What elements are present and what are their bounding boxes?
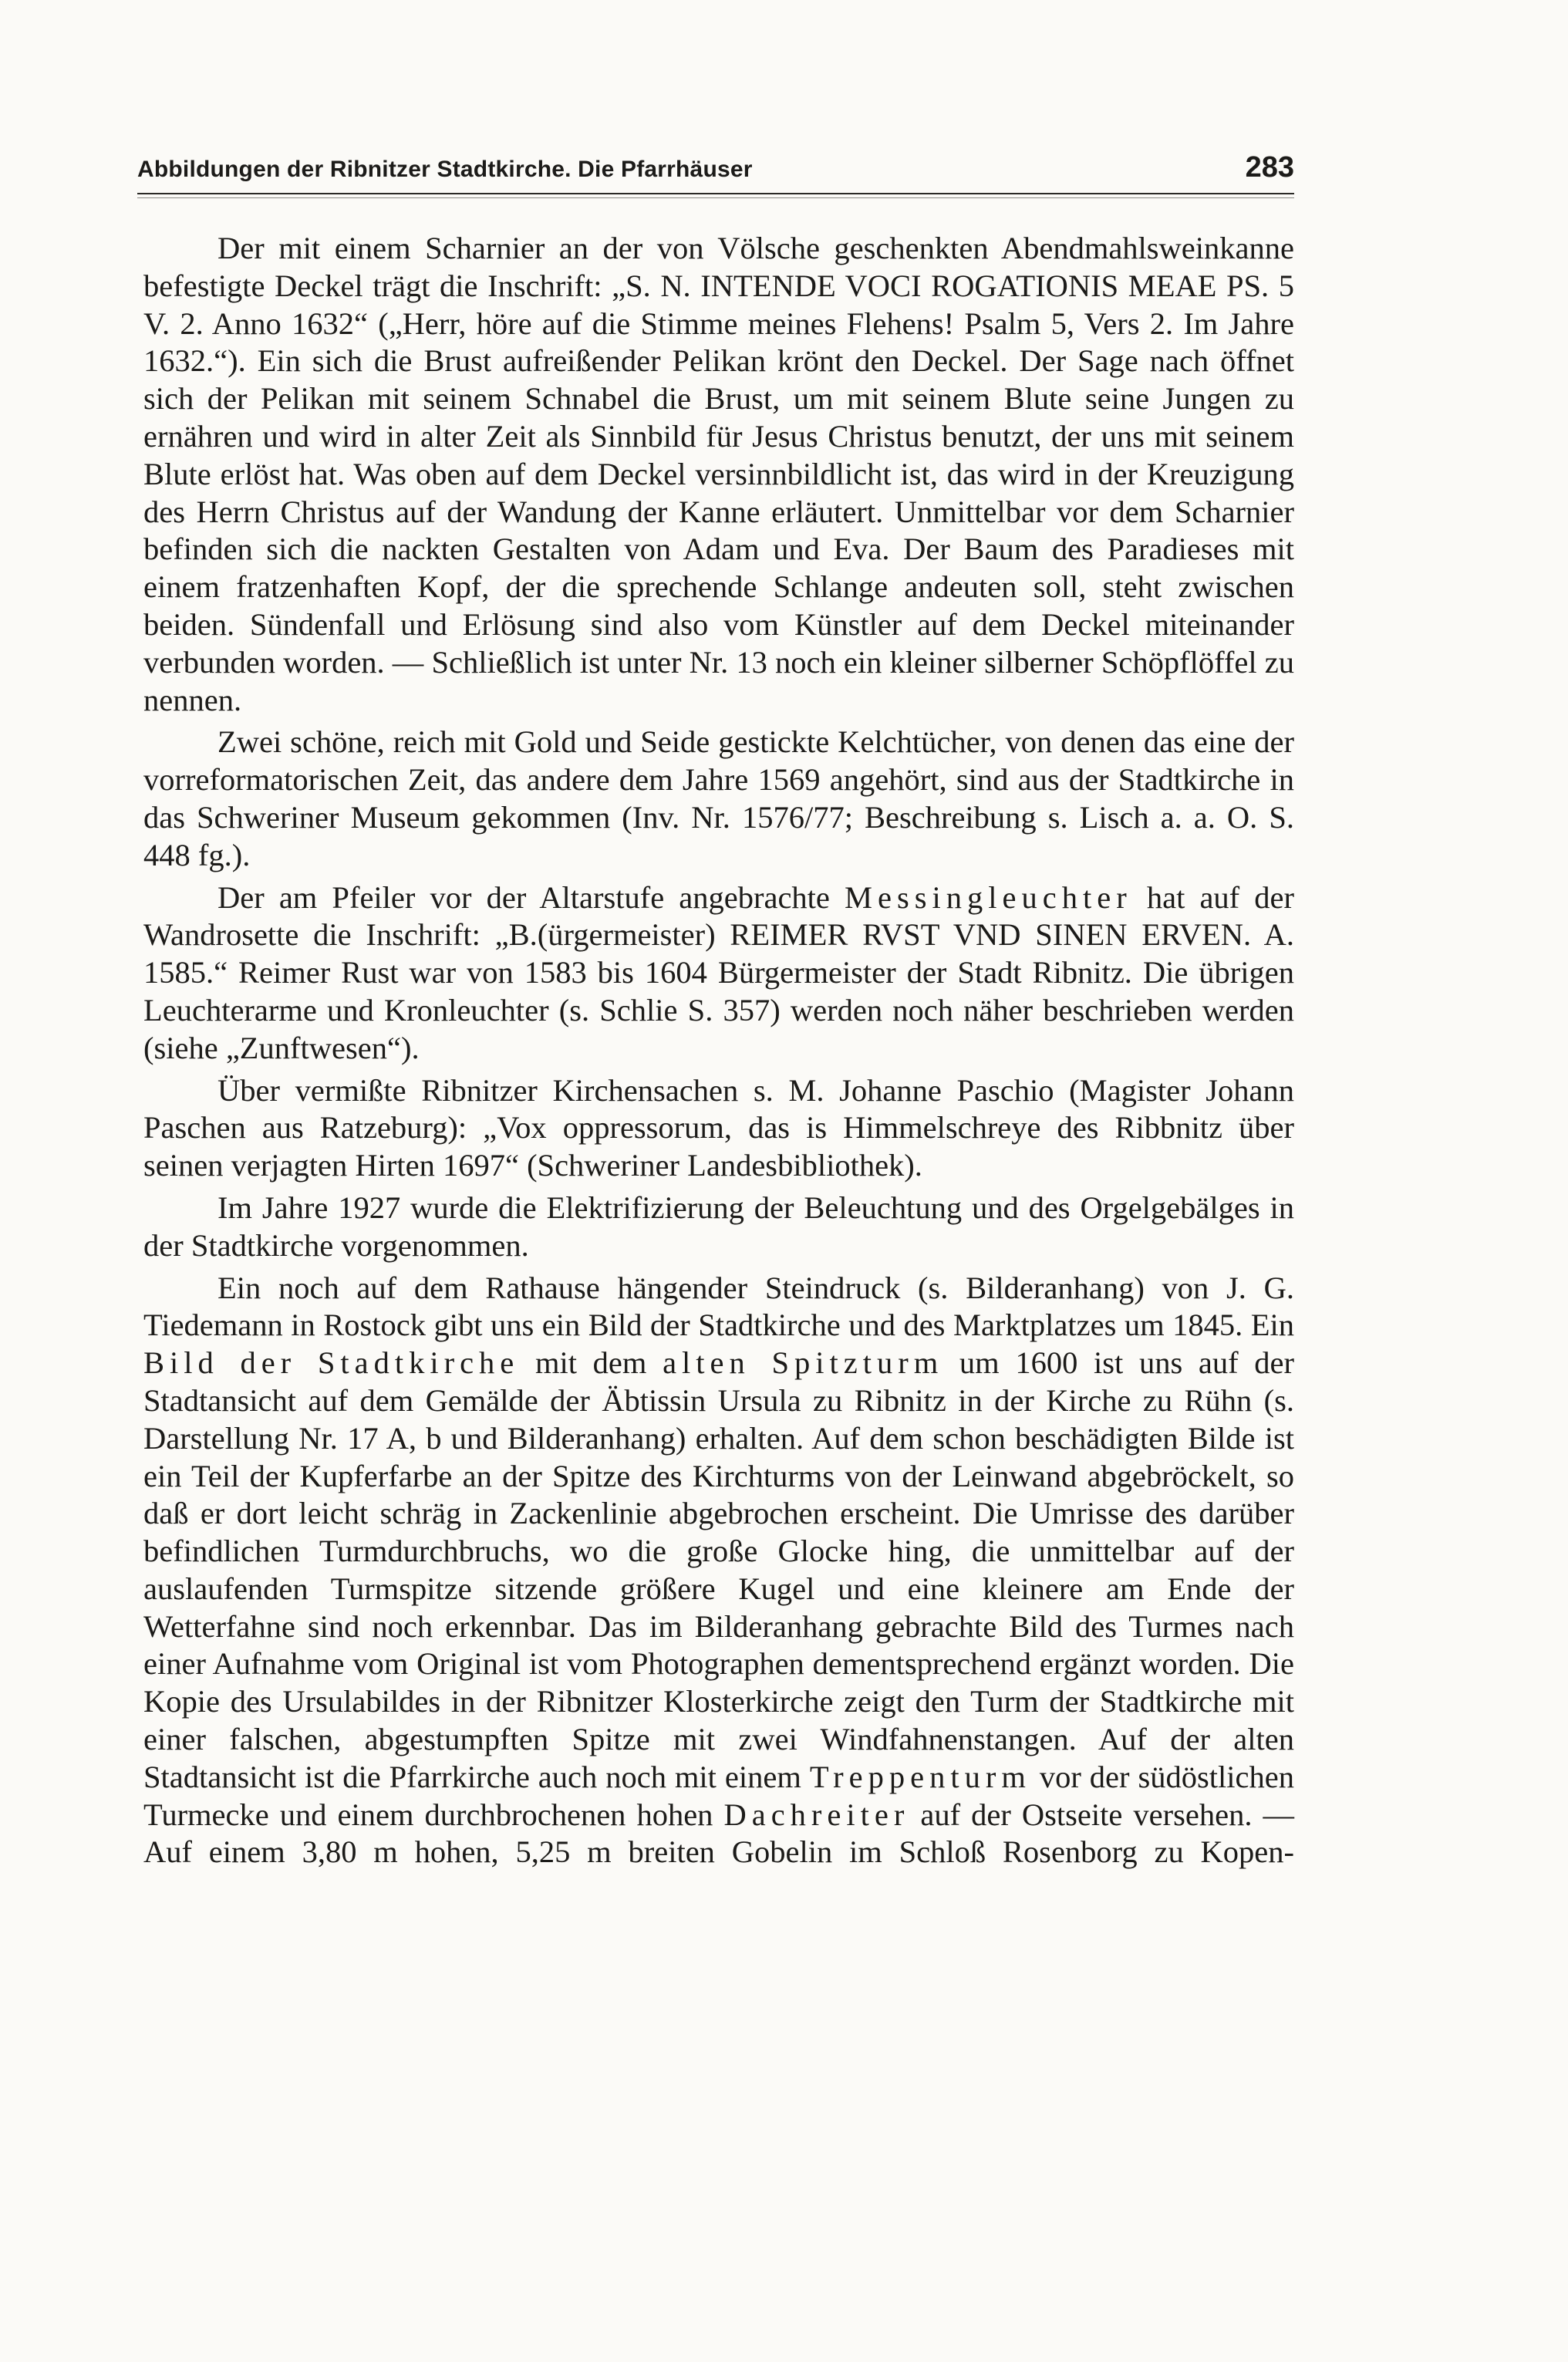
spaced-emphasis: Messingleuchter [845, 879, 1132, 915]
paragraph-text: auf der Ostseite versehen. — Auf einem 3,80 m hohen, 5,25 m breiten Gobelin im Schloß Rosenborg zu Kopen- [143, 1797, 1294, 1870]
header-rule-thin [137, 197, 1294, 198]
paragraph-steindruck [143, 1270, 1294, 1872]
paragraph-text: Ein noch auf dem Rathause hängender Steindruck (s. Bilderanhang) von J. G. Tiedemann in Rostock gibt uns ein Bild der Stadtkirche und des Marktplatzes um 1845. Ein [143, 1270, 1294, 1343]
paragraph-text: Der am Pfeiler vor der Altarstufe angebrachte [217, 879, 845, 915]
spaced-emphasis: Bild der Stadtkirche [143, 1345, 520, 1381]
header-rule [137, 193, 1294, 194]
body-text [143, 230, 1294, 1876]
paragraph-text: mit dem [519, 1345, 663, 1381]
paragraph-abendmahlsweinkanne [143, 230, 1294, 719]
spaced-emphasis: Dachreiter [723, 1797, 910, 1832]
paragraph-text: hat auf der Wandrosette die Inschrift: „B.(ürgermeister) REIMER RVST VND SINEN ERVEN. A. 1585.“ Reimer Rust war von 1583 bis 1604 Bürgermeister der Stadt Ribnitz. Die übrigen Leuchterarme und Kronleuchter (s. Schlie S. 357) werden noch näher beschrieben werden (siehe „Zunftwesen“). [143, 879, 1294, 1065]
paragraph-kelchtuecher [143, 724, 1294, 874]
paragraph-text: Zwei schöne, reich mit Gold und Seide gestickte Kelchtücher, von denen das eine der vorreformatorischen Zeit, das andere dem Jahre 1569 angehört, sind aus der Stadtkirche in das Schweriner Museum gekommen (Inv. Nr. 1576/77; Beschreibung s. Lisch a. a. O. S. 448 fg.). [143, 724, 1294, 872]
page-number: 283 [1245, 151, 1294, 184]
paragraph-elektrifizierung [143, 1189, 1294, 1265]
spaced-emphasis: Treppenturm [809, 1759, 1031, 1794]
running-head: Abbildungen der Ribnitzer Stadtkirche. Die Pfarrhäuser [137, 157, 753, 182]
paragraph-kirchensachen [143, 1072, 1294, 1185]
paragraph-text: Im Jahre 1927 wurde die Elektrifizierung der Beleuchtung und des Orgelgebälges in der Stadtkirche vorgenommen. [143, 1189, 1294, 1263]
paragraph-messingleuchter [143, 879, 1294, 1068]
paragraph-text: Über vermißte Ribnitzer Kirchensachen s. M. Johanne Paschio (Magister Johann Paschen aus Ratzeburg): „Vox oppressorum, das is Himmelschreye des Ribbnitz über seinen verjagten Hirten 1697“ (Schweriner Landesbibliothek). [143, 1072, 1294, 1183]
paragraph-text: um 1600 ist uns auf der Stadtansicht auf dem Gemälde der Äbtissin Ursula zu Ribnitz in der Kirche zu Rühn (s. Darstellung Nr. 17 A, b und Bilderanhang) erhalten. Auf dem schon beschädigten Bilde ist ein Teil der Kupferfarbe an der Spitze des Kirchturms von der Leinwand abgebröckelt, so daß er dort leicht schräg in Zackenlinie abgebrochen erscheint. Die Umrisse des darüber befindlichen Turmdurchbruchs, wo die große Glocke hing, die unmittelbar auf der auslaufenden Turmspitze sitzende größere Kugel und eine kleinere am Ende der Wetterfahne sind noch erkennbar. Das im Bilderanhang gebrachte Bild des Turmes nach einer Aufnahme vom Original ist vom Photographen dementsprechend ergänzt worden. Die Kopie des Ursulabildes in der Ribnitzer Klosterkirche zeigt den Turm der Stadtkirche mit einer falschen, abgestumpften Spitze mit zwei Windfahnenstangen. Auf der alten Stadtansicht ist die Pfarrkirche auch noch mit einem [143, 1345, 1294, 1794]
paragraph-text: Der mit einem Scharnier an der von Völsche geschenkten Abendmahlsweinkanne befestigte Deckel trägt die Inschrift: „S. N. INTENDE VOCI ROGATIONIS MEAE PS. 5 V. 2. Anno 1632“ („Herr, höre auf die Stimme meines Flehens! Psalm 5, Vers 2. Im Jahre 1632.“). Ein sich die Brust aufreißender Pelikan krönt den Deckel. Der Sage nach öffnet sich der Pelikan mit seinem Schnabel die Brust, um mit seinem Blute seine Jungen zu ernähren und wird in alter Zeit als Sinnbild für Jesus Christus benutzt, der uns mit seinem Blute erlöst hat. Was oben auf dem Deckel versinnbildlicht ist, das wird in der Kreuzigung des Herrn Christus auf der Wandung der Kanne erläutert. Unmittelbar vor dem Scharnier befinden sich die nackten Gestalten von Adam und Eva. Der Baum des Paradieses mit einem fratzenhaften Kopf, der die sprechende Schlange andeuten soll, steht zwischen beiden. Sündenfall und Erlösung sind also vom Künstler auf dem Deckel miteinander verbunden worden. — Schließlich ist unter Nr. 13 noch ein kleiner silberner Schöpflöffel zu nennen. [143, 231, 1294, 717]
spaced-emphasis: alten Spitzturm [663, 1345, 944, 1381]
paragraph-text: vor der südöstlichen Turmecke und einem durchbrochenen hohen [143, 1759, 1294, 1832]
